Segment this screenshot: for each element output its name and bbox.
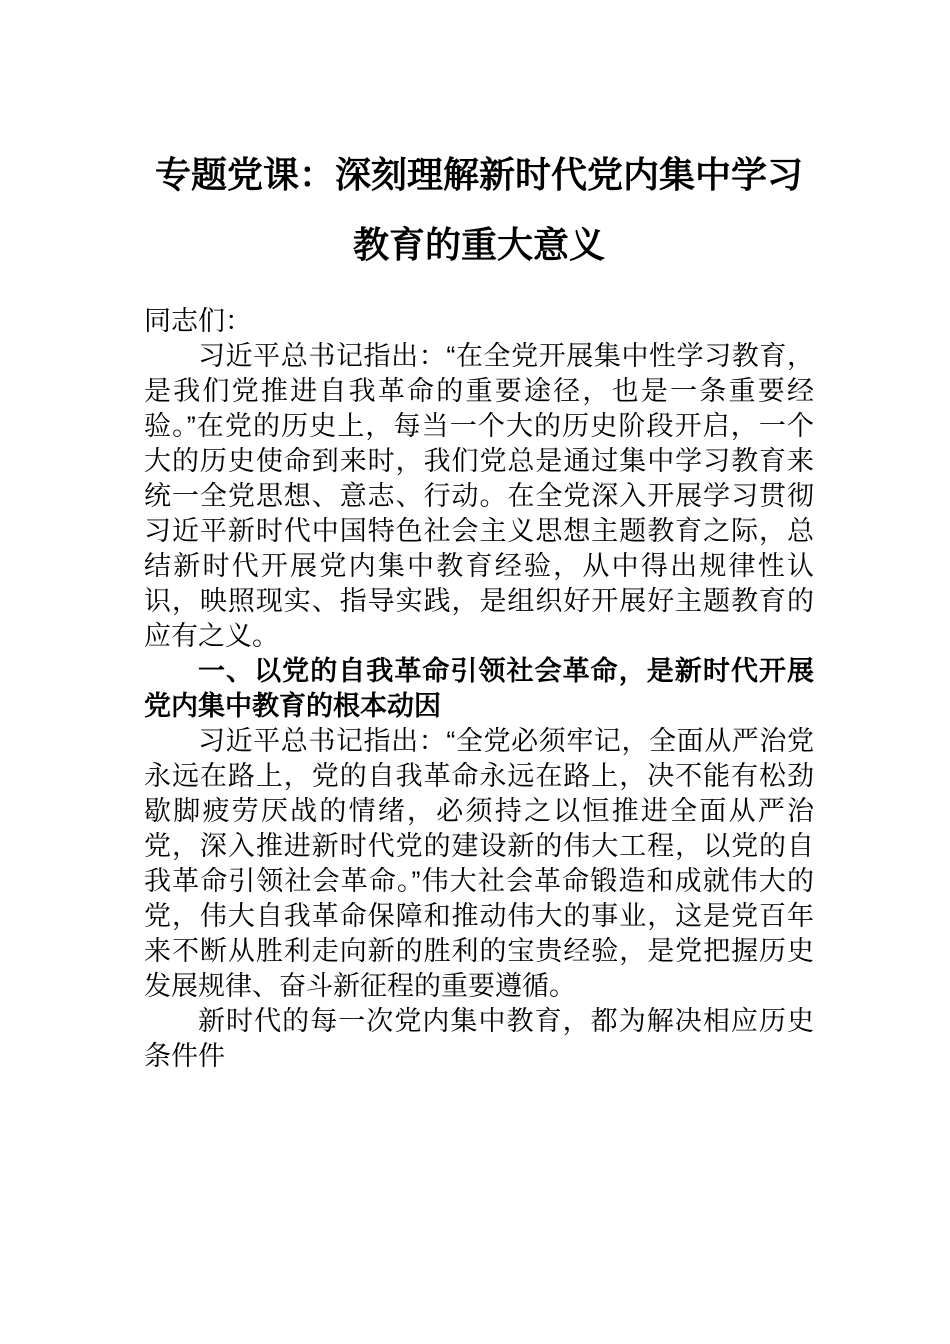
section-heading-1: 一、以党的自我革命引领社会革命，是新时代开展党内集中教育的根本动因: [144, 656, 814, 722]
paragraph-2: 习近平总书记指出：“全党必须牢记，全面从严治党永远在路上，党的自我革命永远在路上，决不能有松劲歇脚疲劳厌战的情绪，必须持之以恒推进全面从严治党，深入推进新时代党的建设新的伟大工程，以党的自我革命引领社会革命。”伟大社会革命锻造和成就伟大的党，伟大自我革命保障和推动伟大的事业，这是党百年来不断从胜利走向新的胜利的宝贵经验，是党把握历史发展规律、奋斗新征程的重要遵循。: [144, 726, 814, 1002]
document-body: [144, 304, 814, 1074]
paragraph-3: 新时代的每一次党内集中教育，都为解决相应历史条件件: [144, 1006, 814, 1072]
document-title-line-1: 专题党课：深刻理解新时代党内集中学习: [154, 154, 803, 196]
salutation: 同志们：: [144, 306, 252, 337]
document-title-line-2: 教育的重大意义: [352, 224, 605, 266]
document-title: [144, 140, 814, 280]
paragraph-1: 习近平总书记指出：“在全党开展集中性学习教育，是我们党推进自我革命的重要途径，也是一条重要经验。”在党的历史上，每当一个大的历史阶段开启，一个大的历史使命到来时，我们党总是通过集中学习教育来统一全党思想、意志、行动。在全党深入开展学习贯彻习近平新时代中国特色社会主义思想主题教育之际，总结新时代开展党内集中教育经验，从中得出规律性认识，映照现实、指导实践，是组织好开展好主题教育的应有之义。: [144, 341, 814, 652]
